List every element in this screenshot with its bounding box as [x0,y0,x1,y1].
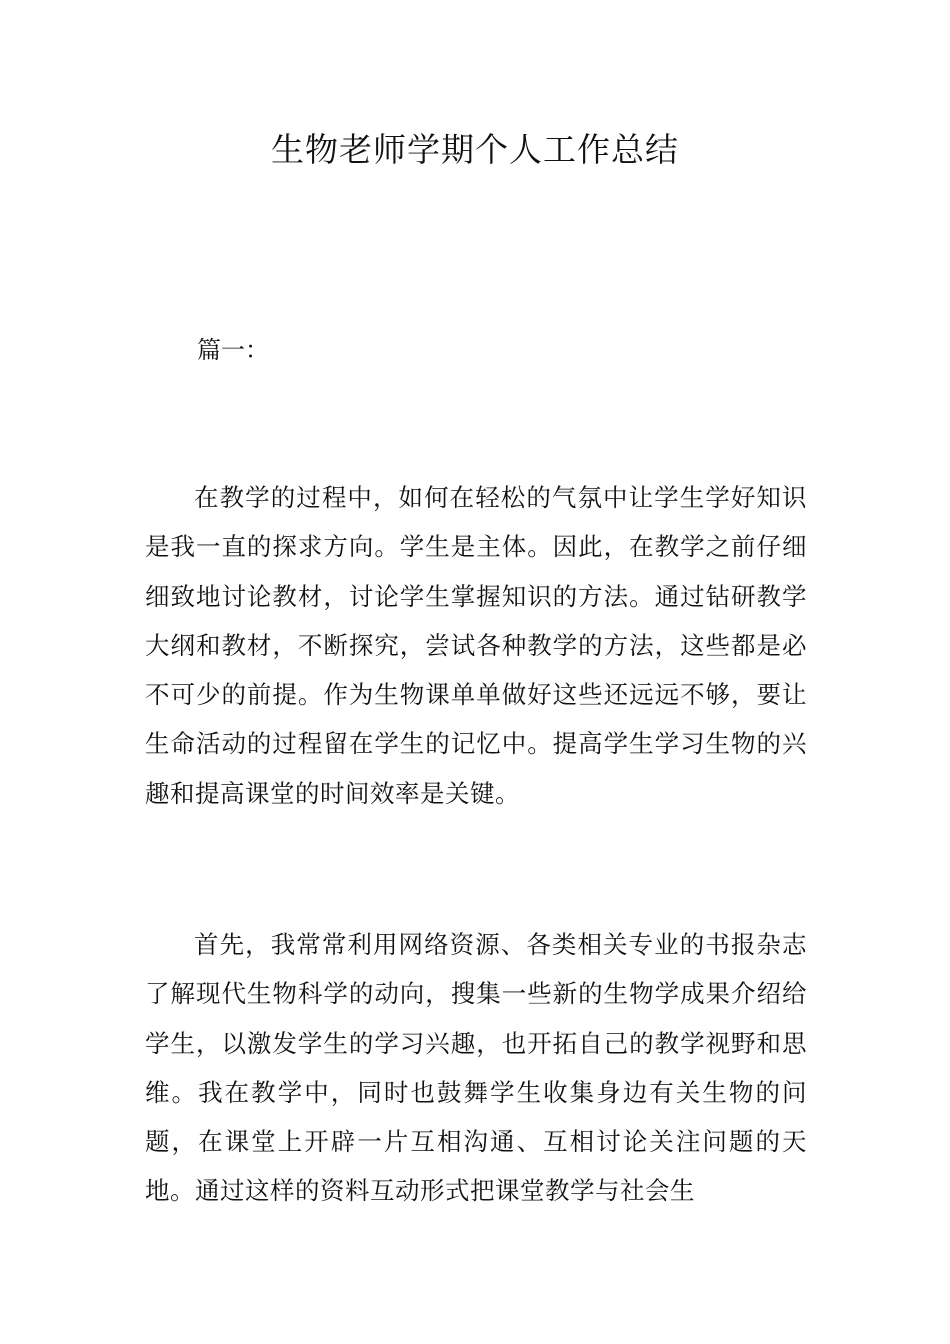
paragraph-1: 在教学的过程中，如何在轻松的气氛中让学生学好知识是我一直的探求方向。学生是主体。因此，在教学之前仔细细致地讨论教材，讨论学生掌握知识的方法。通过钻研教学大纲和教材，不断探究，尝试各种教学的方法，这些都是必不可少的前提。作为生物课单单做好这些还远远不够，要让生命活动的过程留在学生的记忆中。提高学生学习生物的兴趣和提高课堂的时间效率是关键。 [145,483,807,808]
document-title: 生物老师学期个人工作总结 [271,130,679,169]
paragraph-2: 首先，我常常利用网络资源、各类相关专业的书报杂志了解现代生物科学的动向，搜集一些新的生物学成果介绍给学生，以激发学生的学习兴趣，也开拓自己的教学视野和思维。我在教学中，同时也鼓舞学生收集身边有关生物的问题，在课堂上开辟一片互相沟通、互相讨论关注问题的天地。通过这样的资料互动形式把课堂教学与社会生 [145,930,807,1206]
section-label: 篇一： [197,336,269,364]
